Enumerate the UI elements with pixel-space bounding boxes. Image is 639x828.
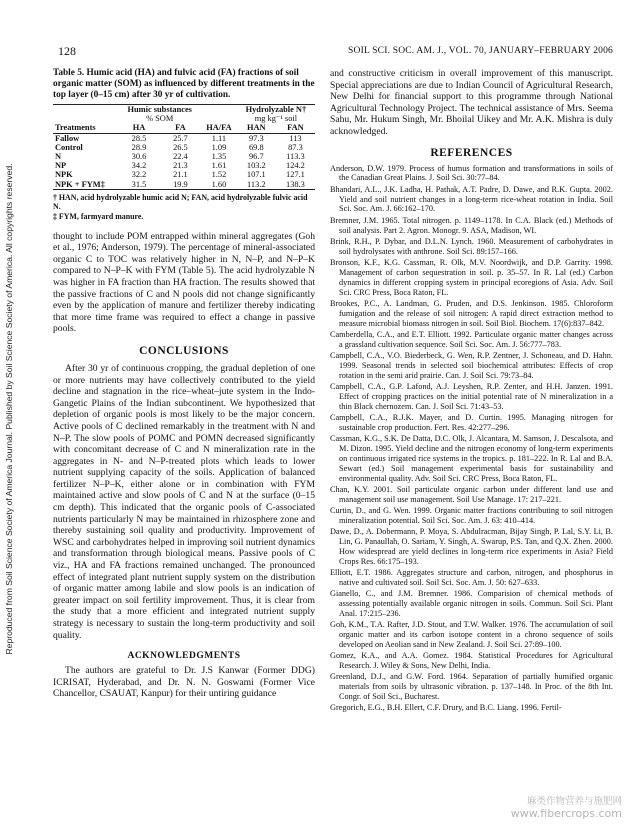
reference-item: Brink, R.H., P. Dybar, and D.L.N. Lynch. 1960. Measurement of carbohydrates in soil hydrolysates with anthrone. Soil Sci. 89:157–166. [330,236,613,256]
column-header: FAN [287,123,304,133]
table-row [53,170,315,179]
reference-item: Bhandari, A.L., J.K. Ladha, H. Pathak, A.T. Padre, D. Dawe, and R.K. Gupta. 2002. Yield and soil nutrient changes in a long-term rice-wheat rotation in India. Soil Sci. Soc. Am. J. 66:162–170. [330,184,613,214]
table-cell: 30.6 [131,152,147,162]
reference-item: Gianello, C., and J.M. Bremner. 1986. Comparision of chemical methods of assessing potentially available organic nitrogen in soils. Commun. Soil Sci. Plant Anal. 17:215–236. [330,589,613,618]
page-number: 128 [58,44,76,58]
table-cell: NP [55,161,67,171]
table-cell: 113 [289,133,302,143]
reference-item: Camberdella, C.A., and E.T. Elliott. 1992. Particulate organic matter changes across a grassland cultivation sequence. Soil Sci. Soc. Am. J. 56:777–783. [330,329,613,349]
conclusions-heading: CONCLUSIONS [139,344,229,357]
site-watermark [482,793,622,820]
table-row [53,161,315,170]
table-cell: 34.2 [131,161,147,171]
table-caption: Table 5. Humic acid (HA) and fulvic acid (FA) fractions of soil organic matter (SOM) as influenced by different treatments in the top layer (0–15 cm) after 30 yr of cultivation. [53,68,315,100]
watermark-url: www.fibercrops.com [510,807,622,820]
left-column [53,68,315,700]
acknowledgments-paragraph: The authors are grateful to Dr. J.S Kanwar (Former DDG) ICRISAT, Hyderabad, and Dr. N. N. Goswami (Former Vice Chancellor, CSAUAT, Kanpur) for their untiring guidance [53,665,315,700]
table-group-header-row [53,105,315,115]
reference-item: Gomez, K.A., and A.A. Gomez. 1984. Statistical Procedures for Agricultural Research. J. Wiley & Sons, New Delhi, India. [330,651,613,671]
table-cell: 96.7 [248,152,264,162]
references-heading: REFERENCES [430,146,513,159]
table-cell: 107.1 [246,170,266,180]
table-row [53,133,315,143]
table-cell: 31.5 [131,179,147,189]
copyright-side-notice [2,104,16,714]
reference-item: Bronson, K.F., K.G. Cassman, R. Olk, M.V. Noordwijk, and D.P. Garrity. 1998. Management of carbon sequestration in soil. p. 35–57. In R. Lal (ed.) Carbon dynamics in different cropping system in principal ecoregions of Asia. Adv. Soil Sci. CRC Press, Boca Raton, FL. [330,257,613,297]
column-header: Treatments [55,123,96,133]
table-row [53,180,315,190]
table-cell: 1.09 [211,142,227,152]
reference-item: Elliott, E.T. 1986. Aggregates structure and carbon, nitrogen, and phosphorus in native and cultivated soil. Soil Sci. Soc. Am. J. 50: 627–633. [330,568,613,587]
copyright-side-notice-text: Reproduced from Soil Science Society of America Journal. Published by Soil Science Society of America. All copyrights reserved. [4,163,14,655]
acknowledgments-continued: and constructive criticism in overall improvement of this manuscript. Special appreciations are due to Indian Council of Agricultural Research, New Delhi for financial support to this programme through National Agricultural Technology Project. The technical assistance of Mrs. Seema Sahu, Mr. Hukum Singh, Mr. Bhoilal Uikey and Mr. A.K. Mishra is duly acknowledged. [330,68,613,137]
reference-item: Cassman, K.G., S.K. De Datta, D.C. Olk, J. Alcantara, M. Samson, J. Descalsota, and M. Dizon. 1995. Yield decline and the nitrogen economy of long-term experiments on continuous irrigated rice systems in the tropics. p. 181–222. In R. Lal and B.A. Sewart (ed.) Soil management experimental basis for sustainability and environmental quality. Adv. Soil Sci. CRC Press, Boca Raton, FL. [330,434,613,483]
table-row [53,143,315,152]
table-unit-som: % SOM [146,114,174,124]
running-head: SOIL SCI. SOC. AM. J., VOL. 70, JANUARY–FEBRUARY 2006 [348,46,613,56]
table-cell: 124.2 [286,161,305,171]
reference-item: Brookes, P.C., A. Landman, G. Pruden, and D.S. Jenkinson. 1985. Chloroform fumigation and the release of soil nitrogen: A rapid direct extraction method to measure microbial biomass nitrogen in soil. Soil Biol. Biochem. 17(6):837–842. [330,298,613,328]
data-table [53,104,315,190]
table-cell: 113.3 [286,152,305,162]
column-header: FA [175,123,186,133]
column-header: HA/FA [206,123,232,133]
body-paragraph: thought to include POM entrapped within mineral aggregates (Goh et al., 1976; Anderson, 1979). The percentage of mineral-associated organic C to TOC was relatively higher in N, N–P, and N–P–K compared to N–P–K with FYM (Table 5). The acid hydrolyzable N was higher in FA fraction than HA fraction. The results showed that the passive fractions of C and N pools did not change significantly even by the application of manure and fertilizer thereby indicating that more time frame was required to effect a change in passive pools. [53,230,315,335]
reference-item: Campbell, C.A., G.P. Lafond, A.J. Leyshen, R.P. Zenter, and H.H. Janzen. 1991. Effect of cropping practices on the initial potential rate of N mineralization in a thin Black chernozem. Can. J. Soil Sci. 71:43–53. [330,381,613,411]
table-cell: Fallow [55,133,80,143]
table-row [53,152,315,161]
reference-item: Goh, K.M., T.A. Rafter, J.D. Stout, and T.W. Walker. 1976. The accumulation of soil organic matter and its carbon isotope content in a chrono sequence of soils developed on Aeolian sand in New Zealand. J. Soil Sci. 27:89–100. [330,620,613,649]
watermark-line: 麻类作物营养与施肥网 [526,796,622,807]
table-group-humic: Humic substances [127,105,192,114]
right-column [330,68,613,715]
column-header: HAN [246,123,266,133]
table-cell: 87.3 [288,142,303,152]
table-footnote: ‡ FYM, farmyard manure. [53,212,144,222]
table-unit-row [53,114,315,123]
table-footnotes [53,193,315,222]
table-cell: 28.5 [131,133,147,143]
table-unit-mgkg: mg kg⁻¹ soil [254,114,298,124]
reference-item: Campbell, C.A., R.J.K. Mayer, and D. Curtin. 1995. Managing nitrogen for sustainable crop production. Fert. Res. 42:277–296. [330,412,613,432]
table-cell: 1.61 [211,161,227,171]
reference-item: Anderson, D.W. 1979. Process of humus formation and transformations in soils of the Canadian Great Plains. J. Soil Sci. 30:77–84. [330,163,613,183]
table-cell: N [55,152,62,162]
table-cell: 25.7 [173,133,188,143]
conclusions-paragraph: After 30 yr of continuous cropping, the gradual depletion of one or more nutrients may have collectively contributed to the yield decline and stagnation in the rice–wheat–jute system in the Indo-Gangetic Plains of the Indian subcontinent. We hypothesized that depletion of organic pools is most likely to be the major concern. Active pools of C declined remarkably in the treatment with N and N–P. The slow pools of POMC and POMN decreased significantly with concomitant decrease of C and N mineralization rate in the aggregates in N- and N–P-treated plots which leads to lower nutrient supplying capacity of the soils. Application of balanced fertilizer N–P–K, either alone or in combination with FYM maintained active and slow pools of C and N at the surface (0–15 cm depth). This indicated that the organic pools of C-associated nutrients particularly N may be maintained in rhizosphere zone and thereby sustaining soil quality and productivity. Improvement of WSC and carbohydrates helped in improving soil nutrient dynamics and transformation through biological means. Passive pools of C viz., HA and FA fractions remained unchanged. The pronounced effect of integrated plant nutrient supply system on the distribution of organic matter among labile and slow pools is an indication of greater impact on soil fertility improvement. Thus, it is clear from the study that a more efficient and integrated nutrient supply strategy is necessary to sustain the long-term productivity and soil quality. [53,362,315,641]
reference-item: Bremner, J.M. 1965. Total nitrogen. p. 1149–1178. In C.A. Black (ed.) Methods of soil analysis. Part 2. Agron. Monogr. 9. ASA, Madison, WI. [330,215,613,235]
table-cell: 1.11 [211,133,227,143]
table-cell: NPK [55,170,73,180]
reference-item: Curtin, D., and G. Wen. 1999. Organic matter fractions contributing to soil nitrogen mineralization potential. Soil Sci. Soc. Am. J. 63: 410–414. [330,506,613,525]
table-cell: 28.9 [131,142,147,152]
table-cell: 21.3 [173,161,188,171]
table-cell: 19.9 [173,179,188,189]
table-header-row [53,123,315,133]
table-cell: 26.5 [173,142,188,152]
reference-item: Gregorich, E.G., B.H. Ellert, C.F. Drury, and B.C. Liang. 1996. Fertil- [330,703,562,713]
table-cell: 22.4 [173,152,188,162]
table-cell: 103.2 [246,161,266,171]
table-group-hydrolyzable: Hydrolyzable N† [245,105,307,114]
table-cell: 97.3 [248,133,264,143]
table-cell: 21.1 [173,170,188,180]
table-cell: 1.35 [211,152,227,162]
table-cell: NPK + FYM‡ [55,179,105,189]
table-cell: 32.2 [131,170,147,180]
reference-item: Campbell, C.A., V.O. Biederbeck, G. Wen, R.P. Zentner, J. Schoneau, and D. Hahn. 1999. Seasonal trends in selected soil biochemical attributes: Effects of crop rotation in the semi arid prairie. Can. J. Soil Sci. 79:73–84. [330,350,613,380]
reference-list [330,164,613,714]
table-cell: Control [55,142,83,152]
table-cell: 69.8 [248,142,264,152]
reference-item: Chan, K.Y. 2001. Soil particulate organic carbon under different land use and management soil use management. Soil Use Manage. 17: 217–221. [330,484,613,504]
table-cell: 127.1 [286,170,305,180]
column-header: HA [132,123,146,133]
table-footnote: † HAN, acid hydrolyzable humic acid N; FAN, acid hydrolyzable fulvic acid N. [53,192,308,212]
table-cell: 1.60 [211,179,227,189]
table-cell: 1.52 [211,170,227,180]
table-cell: 113.2 [247,179,266,189]
table-cell: 138.3 [286,179,305,189]
acknowledgments-heading: ACKNOWLEDGMENTS [127,651,241,662]
reference-item: Dawe, D., A. Dobermann, P. Moya, S. Abdulracman, Bijay Singh, P. Lal, S.Y. Li, B. Lin, G. Panaullah, O. Sariam, Y. Singh, A. Swarup, P.S. Tan, and Q.X. Zhen. 2000. How widespread are yield declines in long-term rice experiments in Asia? Field Crops Res. 66:175–193. [330,527,613,566]
reference-item: Greenland, D.J., and G.W. Ford. 1964. Separation of partially humified organic materials from soils by ultrasonic vibration. p. 137–148. In Proc. of the 8th Int. Congr. of Soil Sci., Bucharest. [330,672,613,702]
